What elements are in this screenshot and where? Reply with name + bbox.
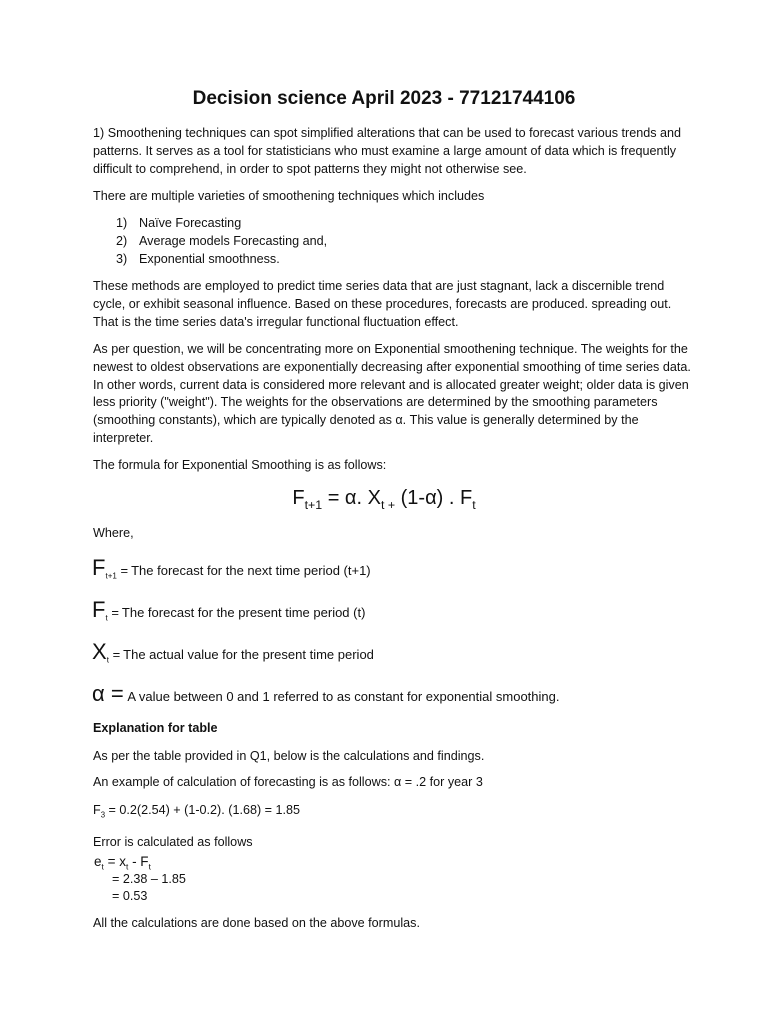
explanation-heading: Explanation for table	[93, 721, 218, 735]
intro-paragraph: 1) Smoothening techniques can spot simplified alterations that can be used to forecast various trends and patterns. It serves as a tool for statisticians who must examine a large amount of data which is frequently difficult to comprehend, in order to spot patterns they might not otherwise see.	[93, 126, 682, 176]
definition-forecast-present: $F_t$ = The forecast for the present time period (t)	[92, 597, 366, 623]
list-item: 2) Average models Forecasting and,	[116, 233, 328, 248]
example-line: An example of calculation of forecasting is as follows: α = .2 for year 3	[93, 775, 483, 789]
document-title: Decision science April 2023 - 77121744106	[192, 88, 576, 109]
list-item: 3) Exponential smoothness.	[116, 251, 280, 266]
error-step: = 2.38 – 1.85	[112, 872, 186, 886]
techniques-list	[116, 215, 327, 268]
definition-actual-value: $X_t$ = The actual value for the present time period	[92, 639, 374, 665]
where-label: Where,	[93, 526, 134, 540]
error-lead: Error is calculated as follows	[93, 835, 253, 849]
varieties-lead: There are multiple varieties of smoothening techniques which includes	[93, 189, 485, 203]
error-equation: $e_t = x_t - F_t$	[94, 854, 151, 872]
methods-paragraph: These methods are employed to predict time series data that are just stagnant, lack a discernible trend cycle, or exhibit seasonal influence. Based on these procedures, forecasts are produced. spreading out. That is the time series data's irregular functional fluctuation effect.	[93, 279, 672, 329]
explanation-paragraph: As per the table provided in Q1, below is the calculations and findings.	[93, 749, 485, 763]
question-paragraph: As per question, we will be concentrating more on Exponential smoothening technique. The weights for the newest to oldest observations are exponentially decreasing after exponential smoothing of time series data. In other words, current data is considered more relevant and is allocated greater weight; older data is given less priority ("weight"). The weights for the observations are determined by the smoothing parameters (smoothing constants), which are typically denoted as α. This value is generally determined by the interpreter.	[93, 342, 691, 445]
calculation-line: $F_3 = 0.2(2.54) + (1-0.2)$. (1.68) = 1.85	[93, 803, 301, 820]
list-item: 1) Naïve Forecasting	[116, 216, 242, 230]
closing-paragraph: All the calculations are done based on the above formulas.	[93, 916, 420, 930]
formula-lead: The formula for Exponential Smoothing is as follows:	[93, 458, 387, 472]
definition-forecast-next: $F_{t+1}$ = The forecast for the next time period (t+1)	[92, 555, 371, 581]
exponential-smoothing-formula: $F_{t+1} = \alpha$. $X_{t +}$ (1-α) . $F_t$	[292, 487, 476, 512]
error-step: = 0.53	[112, 889, 148, 903]
definition-alpha: α = A value between 0 and 1 referred to as constant for exponential smoothing.	[92, 681, 560, 706]
